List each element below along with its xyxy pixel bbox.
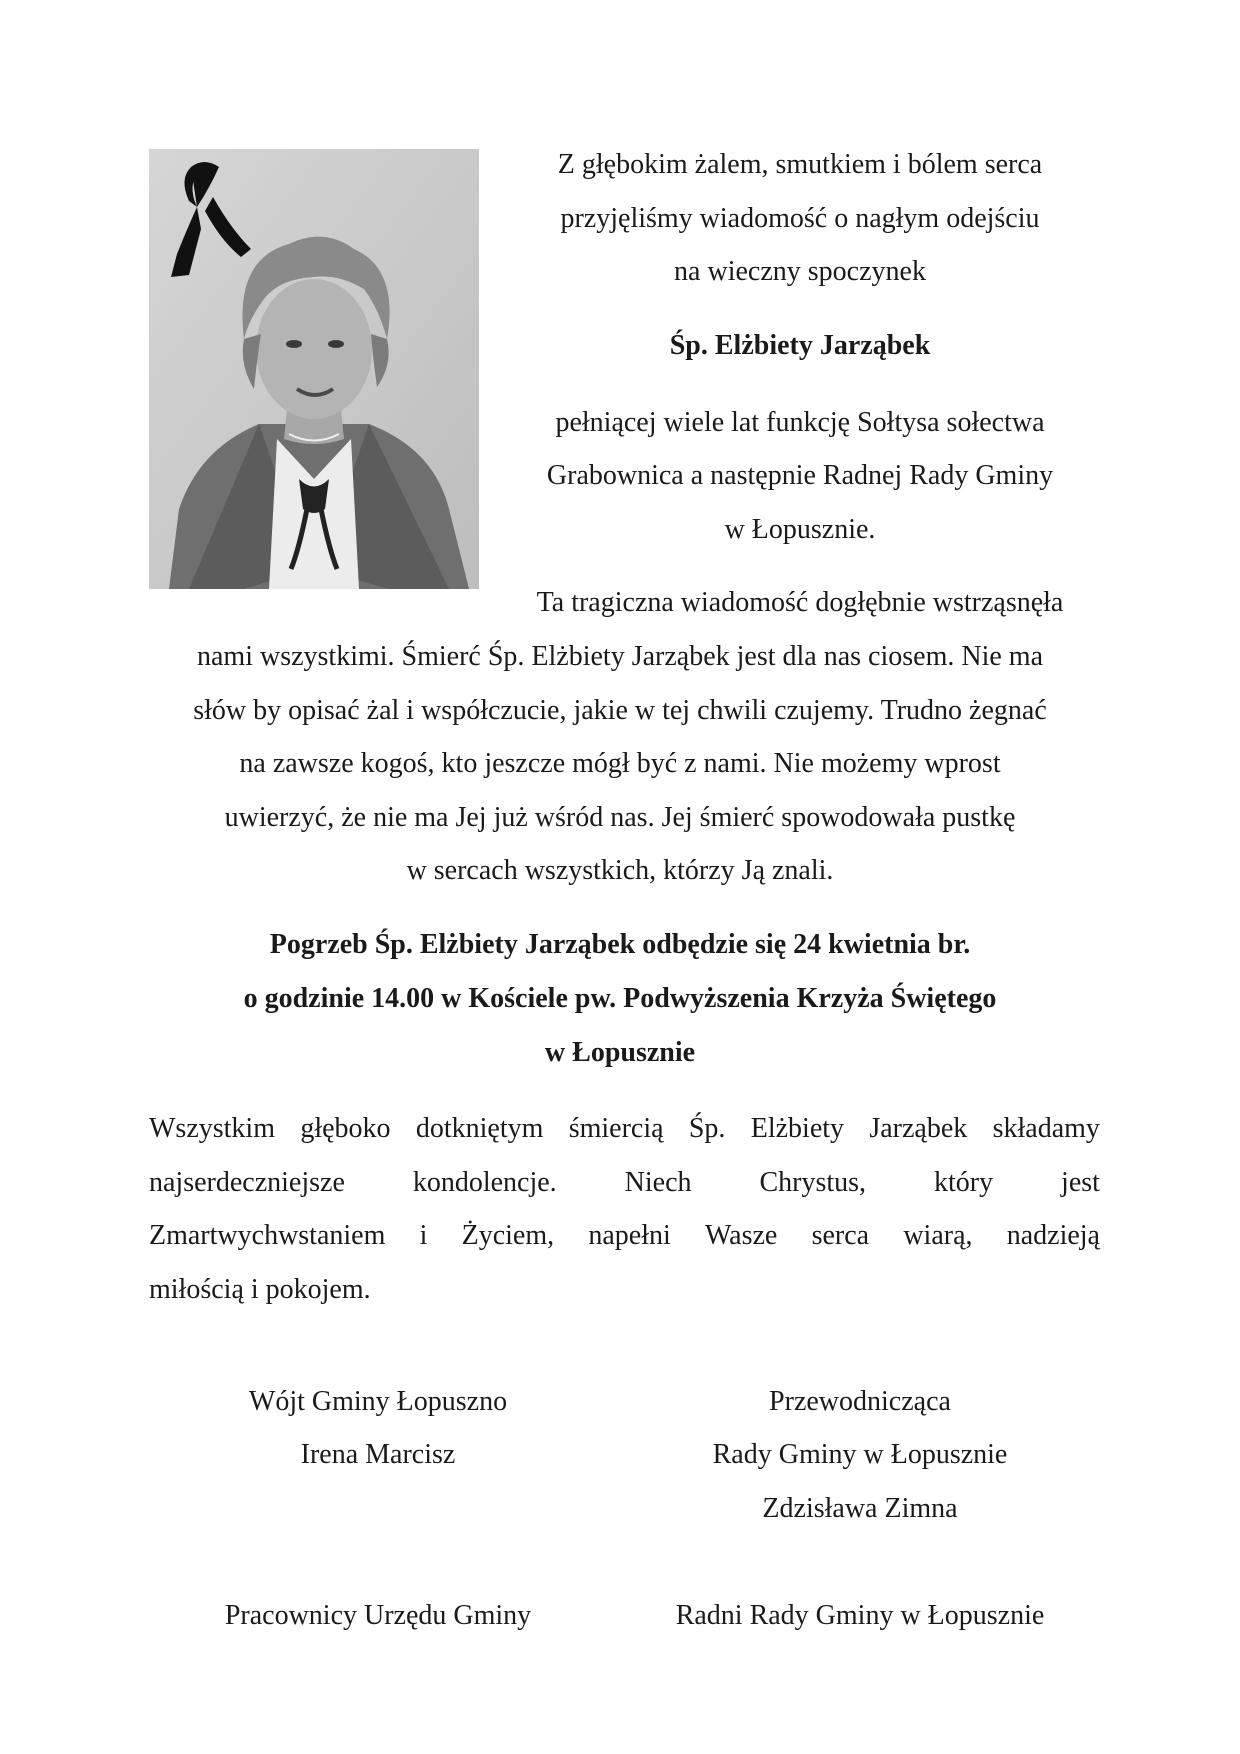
intro-line-3: na wieczny spoczynek [674, 256, 926, 287]
condolences-line-4: miłością i pokojem. [149, 1274, 371, 1305]
tribute-line-1: Ta tragiczna wiadomość dogłębnie wstrząsnęła [536, 587, 1064, 618]
signature-left-name: Irena Marcisz [300, 1439, 456, 1470]
role-line-1: pełniącej wiele lat funkcję Sołtysa sołectwa [555, 407, 1045, 438]
word: składamy [992, 1113, 1100, 1144]
tribute-line-3: słów by opisać żal i współczucie, jakie w tej chwili czujemy. Trudno żegnać [193, 695, 1047, 726]
word: Jarząbek [869, 1113, 968, 1144]
word: serca [811, 1220, 870, 1251]
tribute-line-4: na zawsze kogoś, kto jeszcze mógł być z nami. Nie możemy wprost [239, 748, 1001, 779]
funeral-line-3: w Łopusznie [544, 1037, 696, 1068]
word: Elżbiety [750, 1113, 845, 1144]
portrait-photo [149, 149, 479, 589]
word: kondolencje. [412, 1167, 557, 1198]
role-line-2: Grabownica a następnie Radnej Rady Gminy [546, 460, 1054, 491]
signature-bottom-left: Pracownicy Urzędu Gminy [224, 1600, 532, 1631]
word: Zmartwychwstaniem [149, 1220, 386, 1251]
signature-right-name: Zdzisława Zimna [762, 1493, 958, 1524]
word: napełni [588, 1220, 671, 1251]
word: nadzieją [1006, 1220, 1100, 1251]
word: wiarą, [903, 1220, 973, 1251]
deceased-name-heading: Śp. Elżbiety Jarząbek [669, 330, 931, 361]
word: i [419, 1220, 428, 1251]
word: najserdeczniejsze [149, 1167, 345, 1198]
word: Życiem, [461, 1220, 555, 1251]
word: Niech [624, 1167, 692, 1198]
word: Chrystus, [759, 1167, 867, 1198]
funeral-line-2: o godzinie 14.00 w Kościele pw. Podwyższenia Krzyża Świętego [243, 983, 997, 1014]
signature-right-council: Rady Gminy w Łopusznie [712, 1439, 1008, 1470]
condolences-line-1 [149, 1113, 1100, 1145]
word: dotkniętym [415, 1113, 544, 1144]
signature-left-title: Wójt Gminy Łopuszno [248, 1386, 508, 1417]
intro-line-1: Z głębokim żalem, smutkiem i bólem serca [557, 149, 1043, 180]
word: który [933, 1167, 994, 1198]
word: jest [1061, 1167, 1100, 1198]
condolences-line-2 [149, 1167, 1100, 1199]
tribute-line-5: uwierzyć, że nie ma Jej już wśród nas. Jej śmierć spowodowała pustkę [224, 802, 1016, 833]
condolences-line-3 [149, 1220, 1100, 1252]
word: Śp. [688, 1113, 726, 1144]
word: Wszystkim [149, 1113, 275, 1144]
intro-line-2: przyjęliśmy wiadomość o nagłym odejściu [560, 203, 1040, 234]
portrait-illustration [149, 149, 479, 589]
signature-right-title: Przewodnicząca [769, 1386, 951, 1417]
tribute-line-6: w sercach wszystkich, którzy Ją znali. [406, 855, 834, 886]
word: Wasze [704, 1220, 778, 1251]
tribute-line-2: nami wszystkimi. Śmierć Śp. Elżbiety Jarząbek jest dla nas ciosem. Nie ma [196, 641, 1043, 672]
word: śmiercią [568, 1113, 664, 1144]
word: głęboko [300, 1113, 391, 1144]
role-line-3: w Łopusznie. [724, 514, 876, 545]
signature-bottom-right: Radni Rady Gminy w Łopusznie [675, 1600, 1045, 1631]
funeral-line-1: Pogrzeb Śp. Elżbiety Jarząbek odbędzie się 24 kwietnia br. [269, 929, 971, 960]
